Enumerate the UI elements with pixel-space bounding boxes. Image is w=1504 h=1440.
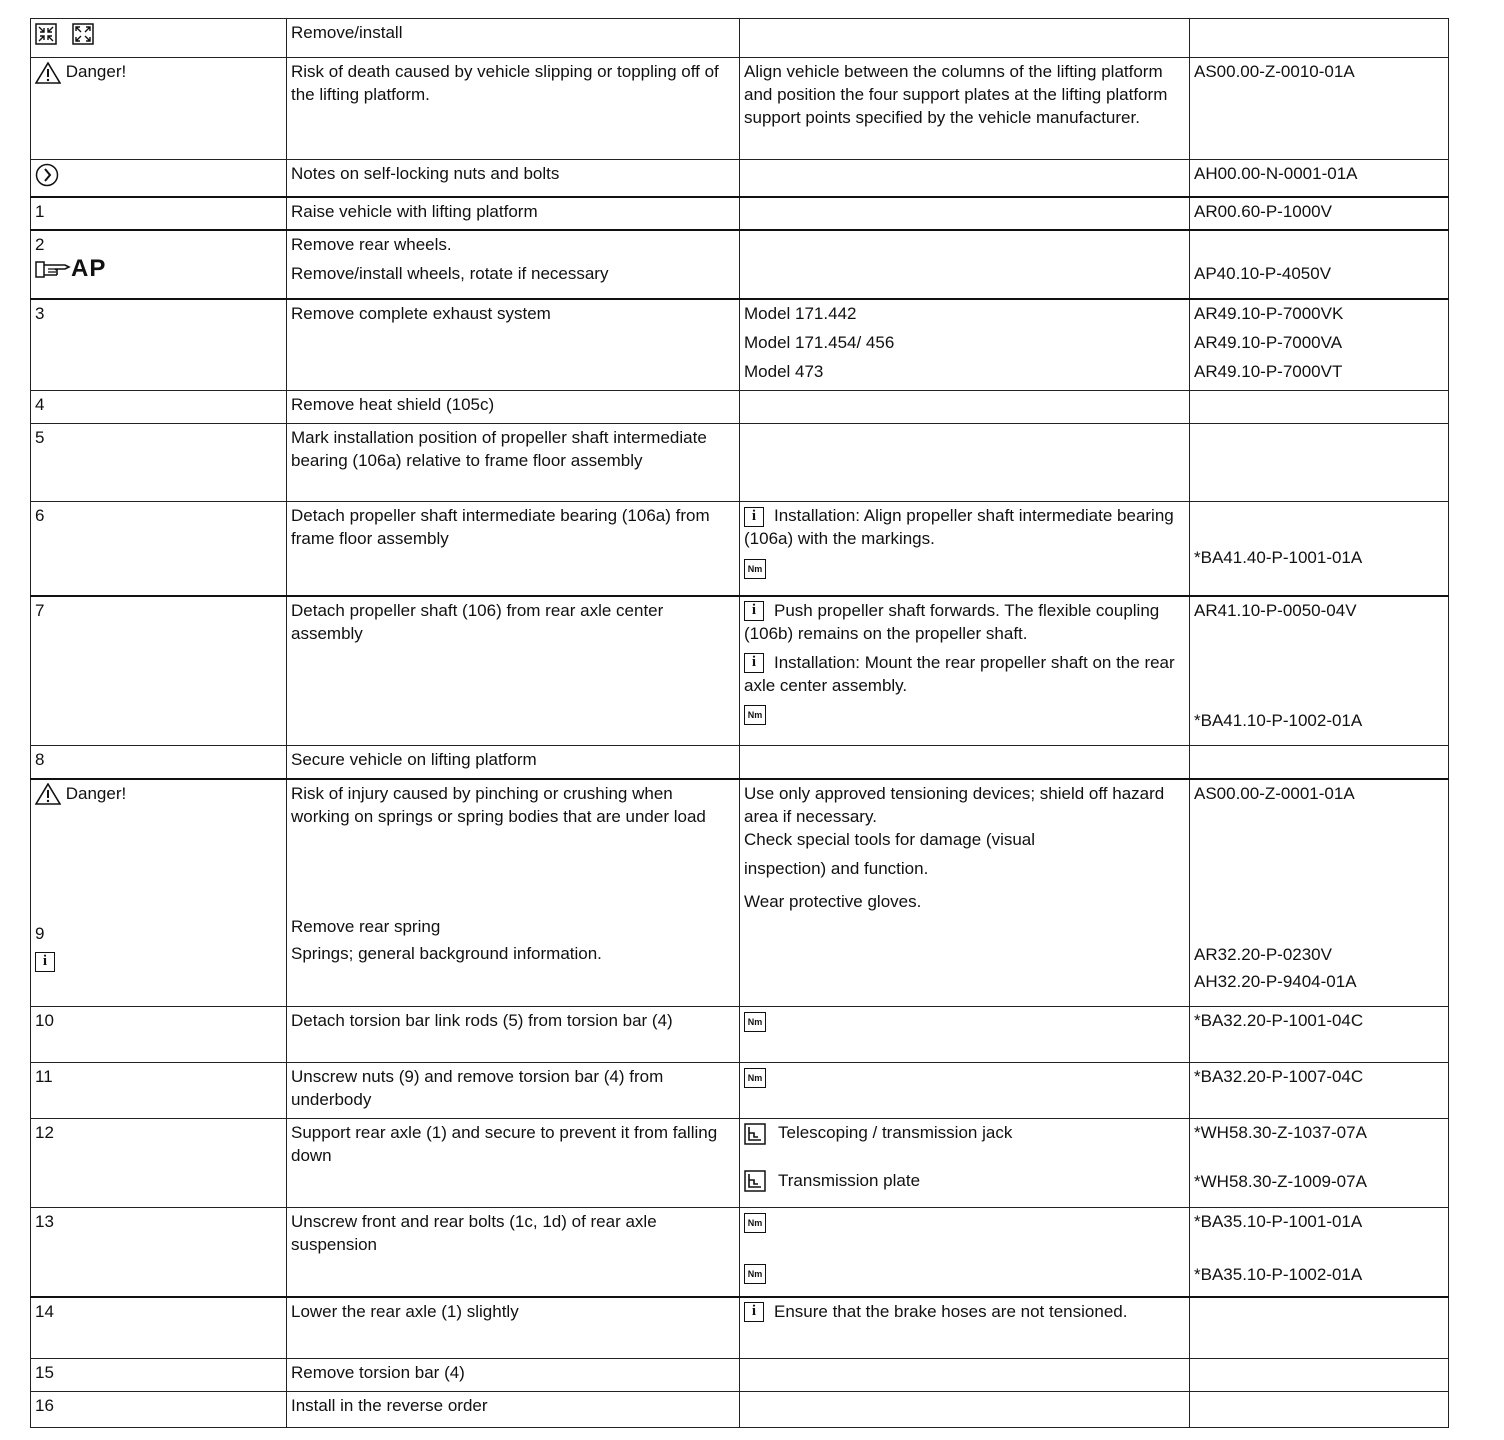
step-number: 7 (31, 596, 287, 746)
table-row: 12 Support rear axle (1) and secure to prevent it from falling down Telescoping / transmission jack Transmission plate *WH58.30-Z-1037-07A *WH58.30-Z-1009-07A (31, 1119, 1449, 1208)
table-row: 5 Mark installation position of propeller shaft intermediate bearing (106a) relative to frame floor assembly (31, 424, 1449, 502)
info-icon: i (744, 507, 764, 527)
table-row: 2 AP Remove rear wheels. Remove/install wheels, rotate if necessary AP40.10-P-4050V (31, 230, 1449, 299)
danger-label: Danger! (65, 62, 127, 81)
step-number: 11 (31, 1063, 287, 1119)
reference-code: AS00.00-Z-0001-01A (1194, 783, 1355, 803)
step-number: 15 (31, 1359, 287, 1392)
ap-label: AP (71, 254, 107, 282)
torque-icon: Nm (744, 1264, 766, 1284)
reference-code: *BA41.10-P-1002-01A (1194, 710, 1363, 730)
danger-cell (31, 58, 287, 160)
torque-icon: Nm (744, 1213, 766, 1233)
table-row: 8 Secure vehicle on lifting platform (31, 746, 1449, 779)
step-number: 5 (31, 424, 287, 502)
table-row (31, 58, 1449, 160)
step-number: 4 (31, 391, 287, 424)
table-row: Notes on self-locking nuts and bolts AH00.00-N-0001-01A (31, 160, 1449, 197)
procedure-table (30, 18, 1449, 1428)
table-row: 16 Install in the reverse order (31, 1392, 1449, 1428)
reference-code: *BA35.10-P-1001-01A (1194, 1212, 1363, 1231)
reference-code: AR41.10-P-0050-04V (1194, 600, 1357, 620)
table-row: 15 Remove torsion bar (4) (31, 1359, 1449, 1392)
step-text: Risk of death caused by vehicle slipping or toppling off of the lifting platform. (287, 58, 740, 160)
table-row: 14 Lower the rear axle (1) slightly i Ensure that the brake hoses are not tensioned. (31, 1297, 1449, 1359)
step-number: 3 (31, 299, 287, 391)
info-icon: i (744, 653, 764, 673)
table-row: 6 Detach propeller shaft intermediate bearing (106a) from frame floor assembly i Installation: Align propeller shaft intermediate bearing (106a) with the markings. Nm *BA41.40-P-1001-01A (31, 502, 1449, 596)
table-row: 10 Detach torsion bar link rods (5) from torsion bar (4) Nm *BA32.20-P-1001-04C (31, 1007, 1449, 1063)
warning-triangle-icon (35, 62, 61, 84)
step-number: 14 (31, 1297, 287, 1359)
info-icon: i (35, 952, 55, 972)
model-label: Model 473 (744, 361, 824, 381)
reference-code: *WH58.30-Z-1009-07A (1194, 1172, 1367, 1191)
torque-icon: Nm (744, 1068, 766, 1088)
danger-cell (35, 782, 282, 806)
reference-code: *WH58.30-Z-1037-07A (1194, 1123, 1367, 1142)
reference-code: AH32.20-P-9404-01A (1194, 971, 1357, 991)
self-locking-nut-icon (35, 163, 59, 187)
note-text: Align vehicle between the columns of the lifting platform and position the four support plates at the lifting platform support points specified by the vehicle manufacturer. (740, 58, 1190, 160)
step-number: 8 (31, 746, 287, 779)
step-label: Remove/install (291, 23, 403, 42)
step-number: 6 (31, 502, 287, 596)
reference-code: *BA41.40-P-1001-01A (1190, 502, 1449, 596)
step-number: 1 (31, 197, 287, 230)
step-number: 12 (31, 1119, 287, 1208)
step-number: 16 (31, 1392, 287, 1428)
step-number: 9 (35, 924, 45, 944)
step-number: 10 (31, 1007, 287, 1063)
table-row (31, 19, 1449, 58)
table-row: 4 Remove heat shield (105c) (31, 391, 1449, 424)
table-row: 3 Remove complete exhaust system Model 171.442 Model 171.454/ 456 Model 473 AR49.10-P-7000VK AR49.10-P-7000VA AR49.10-P-7000VT (31, 299, 1449, 391)
reference-code: AH00.00-N-0001-01A (1190, 160, 1449, 197)
info-icon: i (744, 601, 764, 621)
torque-icon: Nm (744, 1012, 766, 1032)
table-row: 11 Unscrew nuts (9) and remove torsion bar (4) from underbody Nm *BA32.20-P-1007-04C (31, 1063, 1449, 1119)
torque-icon: Nm (744, 705, 766, 725)
reference-code: AS00.00-Z-0010-01A (1190, 58, 1449, 160)
install-icon (72, 23, 94, 45)
warning-triangle-icon (35, 783, 61, 805)
info-icon: i (744, 1302, 764, 1322)
model-label: Model 171.442 (744, 303, 857, 323)
reference-code: AR49.10-P-7000VT (1194, 361, 1343, 381)
special-tool-icon (744, 1123, 766, 1145)
reference-code: *BA32.20-P-1007-04C (1190, 1063, 1449, 1119)
danger-label: Danger! (65, 783, 127, 803)
remove-icon (35, 23, 57, 45)
step-number: 13 (31, 1208, 287, 1297)
torque-icon: Nm (744, 559, 766, 579)
table-row: 1 Raise vehicle with lifting platform AR00.60-P-1000V (31, 197, 1449, 230)
cell-icons (31, 19, 287, 58)
table-row: Danger! 9 i Risk of injury caused by pinching or crushing when working on springs or spring bodies that are under load Remove rear spring Springs; general background information. Use only approved tensioning devices; shield off hazard area if necessary. Check special tools for damage (visual inspection) and function. Wear protective gloves. AS00.00-Z-0001-01A AR32.20-P-0230V AH32.20-P-9404-01A (31, 779, 1449, 1007)
table-row: 13 Unscrew front and rear bolts (1c, 1d) of rear axle suspension Nm Nm *BA35.10-P-1001-01A *BA35.10-P-1002-01A (31, 1208, 1449, 1297)
special-tool-icon (744, 1170, 766, 1192)
reference-code: *BA35.10-P-1002-01A (1194, 1265, 1363, 1284)
pointing-hand-icon (35, 257, 71, 279)
step-number: 2 (35, 234, 45, 254)
reference-code: AR32.20-P-0230V (1194, 944, 1332, 964)
reference-code: AR49.10-P-7000VK (1194, 303, 1344, 323)
model-label: Model 171.454/ 456 (744, 332, 895, 352)
reference-code: AR49.10-P-7000VA (1194, 332, 1343, 352)
table-row: 7 Detach propeller shaft (106) from rear axle center assembly i Push propeller shaft forwards. The flexible coupling (106b) remains on the propeller shaft. i Installation: Mount the rear propeller shaft on the rear axle center assembly. Nm AR41.10-P-0050-04V *BA41.10-P-1002-01A (31, 596, 1449, 746)
reference-code: AP40.10-P-4050V (1190, 230, 1449, 299)
step-text (287, 19, 740, 58)
reference-code: *BA32.20-P-1001-04C (1190, 1007, 1449, 1063)
reference-code: AR00.60-P-1000V (1190, 197, 1449, 230)
